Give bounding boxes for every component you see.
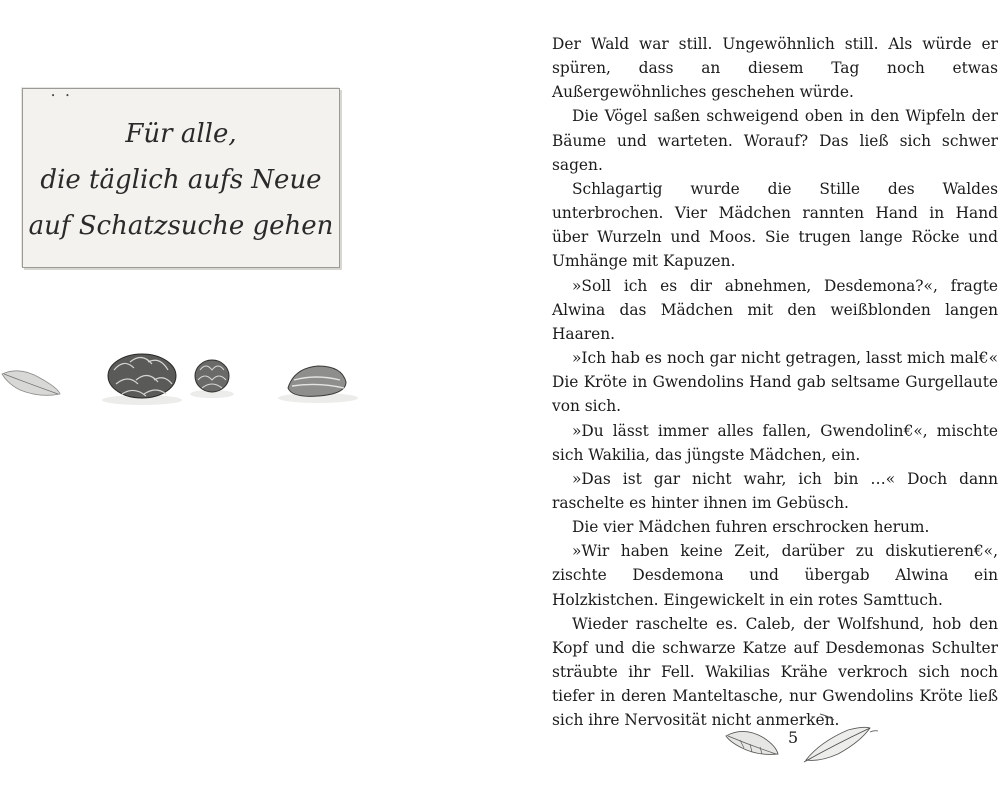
paragraph: »Das ist gar nicht wahr, ich bin …« Doch dann raschelte es hinter ihnen im Gebüsch. [552,469,998,512]
footer-decor [720,712,880,772]
dedication-line-1: • • Für alle, [125,119,237,149]
decor-illustrations [0,318,380,418]
small-pinecone-icon [190,360,234,398]
dedication-line-3: auf Schatzsuche gehen [28,211,334,241]
right-page [500,0,1000,800]
leaf-icon [726,731,778,754]
paragraph: »Soll ich es dir abnehmen, Desdemona?«, fragte Alwina das Mädchen mit den weißblonden langen Haaren. [552,276,998,343]
stone-icon [278,366,358,403]
paragraph: »Wir haben keine Zeit, darüber zu diskutieren€«, zischte Desdemona und übergab Alwina ein Holzkistchen. Eingewickelt in ein rotes Samttuch. [552,542,998,609]
paragraph: Wieder raschelte es. Caleb, der Wolfshund, hob den Kopf und die schwarze Katze auf Desdemonas Schulter sträubte ihr Fell. Wakilias Krähe verkroch sich noch tiefer in deren Manteltasche, nur Gwendolins Kröte ließ sich ihre Nervosität nicht anmerken. [552,614,998,730]
feather-icon [2,371,60,396]
dedication-text [23,111,339,249]
paragraph: Der Wald war still. Ungewöhnlich still. Als würde er spüren, dass an diesem Tag noch etwas Außergewöhnliches geschehen würde. [552,35,998,102]
paragraph: »Du lässt immer alles fallen, Gwendolin€«, mischte sich Wakilia, das jüngste Mädchen, ein. [552,421,998,464]
paragraph: Die vier Mädchen fuhren erschrocken herum. [572,518,930,537]
feather-icon [804,714,878,762]
paragraph: Die Vögel saßen schweigend oben in den Wipfeln der Bäume und warteten. Worauf? Das ließ sich schwer sagen. [552,107,998,174]
dedication-card [22,88,340,268]
paragraph: Schlagartig wurde die Stille des Waldes unterbrochen. Vier Mädchen rannten Hand in Hand über Wurzeln und Moos. Sie trugen lange Röcke und Umhänge mit Kapuzen. [552,179,998,271]
dedication-line-2: die täglich aufs Neue [40,165,322,195]
decor-row [0,318,380,418]
paragraph: »Ich hab es noch gar nicht getragen, lasst mich mal€« Die Kröte in Gwendolins Hand gab seltsame Gurgellaute von sich. [552,349,998,416]
story-text [552,32,998,733]
page-number: 5 [788,728,799,747]
pinecone-icon [102,354,182,405]
